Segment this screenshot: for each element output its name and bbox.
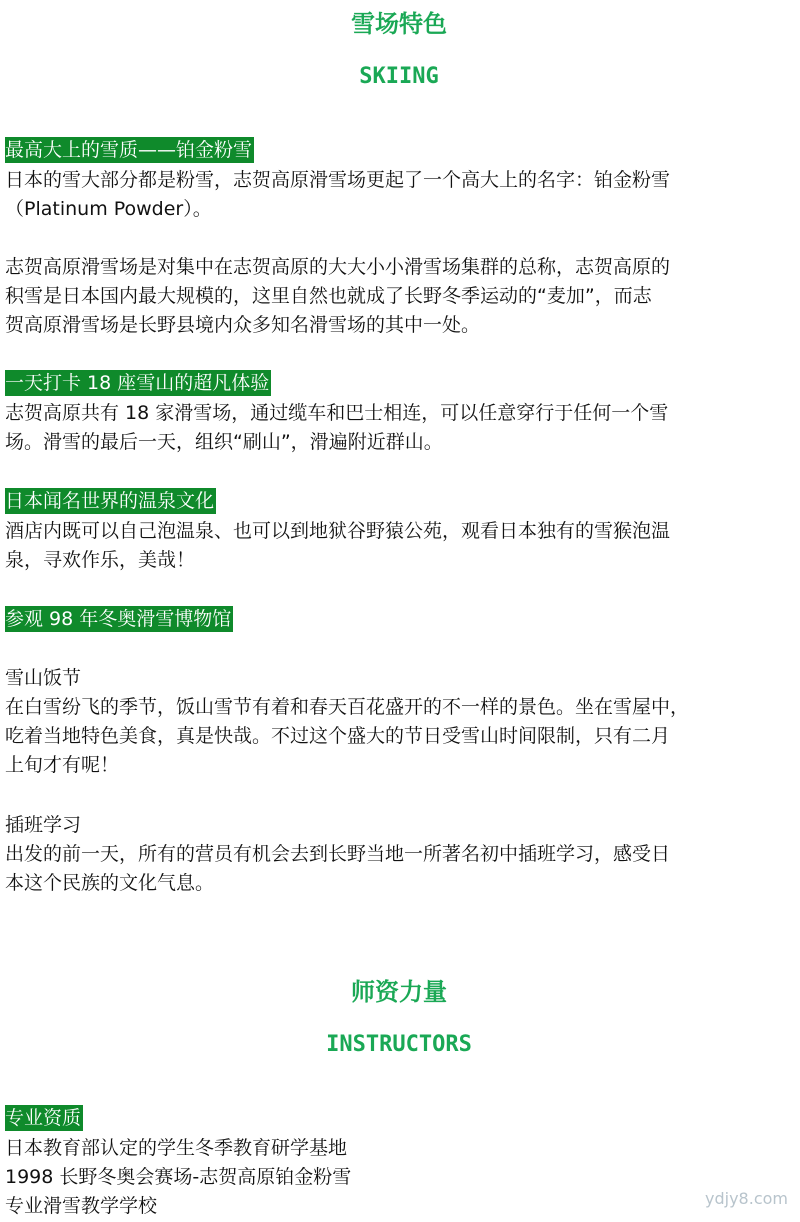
section-subtitle-instructors: INSTRUCTORS (326, 1032, 472, 1057)
subheading-school-visit: 插班学习 (5, 814, 82, 836)
paragraph-line: 上旬才有呢！ (5, 754, 120, 776)
heading-powder-snow (5, 137, 793, 163)
watermark: ydjy8.com (705, 1189, 788, 1208)
paragraph-line: 贺高原滑雪场是长野县境内众多知名滑雪场的其中一处。 (5, 314, 481, 336)
paragraph-line: 吃着当地特色美食，真是快哉。不过这个盛大的节日受雪山时间限制，只有二月 (5, 725, 671, 747)
paragraph-hot-spring (5, 517, 793, 575)
highlight-heading: 日本闻名世界的温泉文化 (5, 490, 215, 512)
paragraph-line: 志贺高原共有 18 家滑雪场，通过缆车和巴士相连，可以任意穿行于任何一个雪 (5, 402, 669, 424)
paragraph-line: 场。滑雪的最后一天，组织“刷山”，滑遍附近群山。 (5, 431, 443, 453)
paragraph-line: 本这个民族的文化气息。 (5, 872, 215, 894)
heading-hot-spring (5, 488, 793, 514)
paragraph-18-slopes (5, 399, 793, 457)
highlight-heading: 一天打卡 18 座雪山的超凡体验 (5, 372, 270, 394)
paragraph-snow-festival (5, 664, 793, 780)
paragraph-line: （Platinum Powder）。 (5, 198, 212, 220)
heading-qualification (5, 1105, 793, 1131)
paragraph-line: 出发的前一天，所有的营员有机会去到长野当地一所著名初中插班学习，感受日 (5, 843, 671, 865)
paragraph-qualification (5, 1134, 793, 1221)
paragraph-powder-snow (5, 166, 793, 224)
paragraph-line: 积雪是日本国内最大规模的，这里自然也就成了长野冬季运动的“麦加”，而志 (5, 285, 652, 307)
paragraph-line: 日本的雪大部分都是粉雪，志贺高原滑雪场更起了一个高大上的名字：铂金粉雪 (5, 169, 671, 191)
highlight-heading: 参观 98 年冬奥滑雪博物馆 (5, 608, 232, 630)
paragraph-shiga-kogen (5, 253, 793, 340)
paragraph-line: 志贺高原滑雪场是对集中在志贺高原的大大小小滑雪场集群的总称，志贺高原的 (5, 256, 671, 278)
paragraph-line: 日本教育部认定的学生冬季教育研学基地 (5, 1137, 348, 1159)
highlight-heading: 最高大上的雪质——铂金粉雪 (5, 139, 253, 161)
section-title-skiing: 雪场特色 (351, 10, 447, 38)
heading-olympic-museum (5, 606, 793, 632)
paragraph-line: 酒店内既可以自己泡温泉、也可以到地狱谷野猿公苑，观看日本独有的雪猴泡温 (5, 520, 671, 542)
paragraph-school-visit (5, 811, 793, 898)
paragraph-line: 在白雪纷飞的季节，饭山雪节有着和春天百花盛开的不一样的景色。坐在雪屋中， (5, 696, 690, 718)
heading-18-slopes (5, 370, 793, 396)
paragraph-line: 1998 长野冬奥会赛场-志贺高原铂金粉雪 (5, 1166, 352, 1188)
paragraph-line: 专业滑雪教学学校 (5, 1195, 158, 1217)
paragraph-line: 泉，寻欢作乐，美哉！ (5, 549, 196, 571)
highlight-heading: 专业资质 (5, 1107, 82, 1129)
subheading-snow-festival: 雪山饭节 (5, 667, 82, 689)
section-subtitle-skiing: SKIING (359, 64, 439, 89)
section-title-instructors: 师资力量 (351, 978, 447, 1006)
